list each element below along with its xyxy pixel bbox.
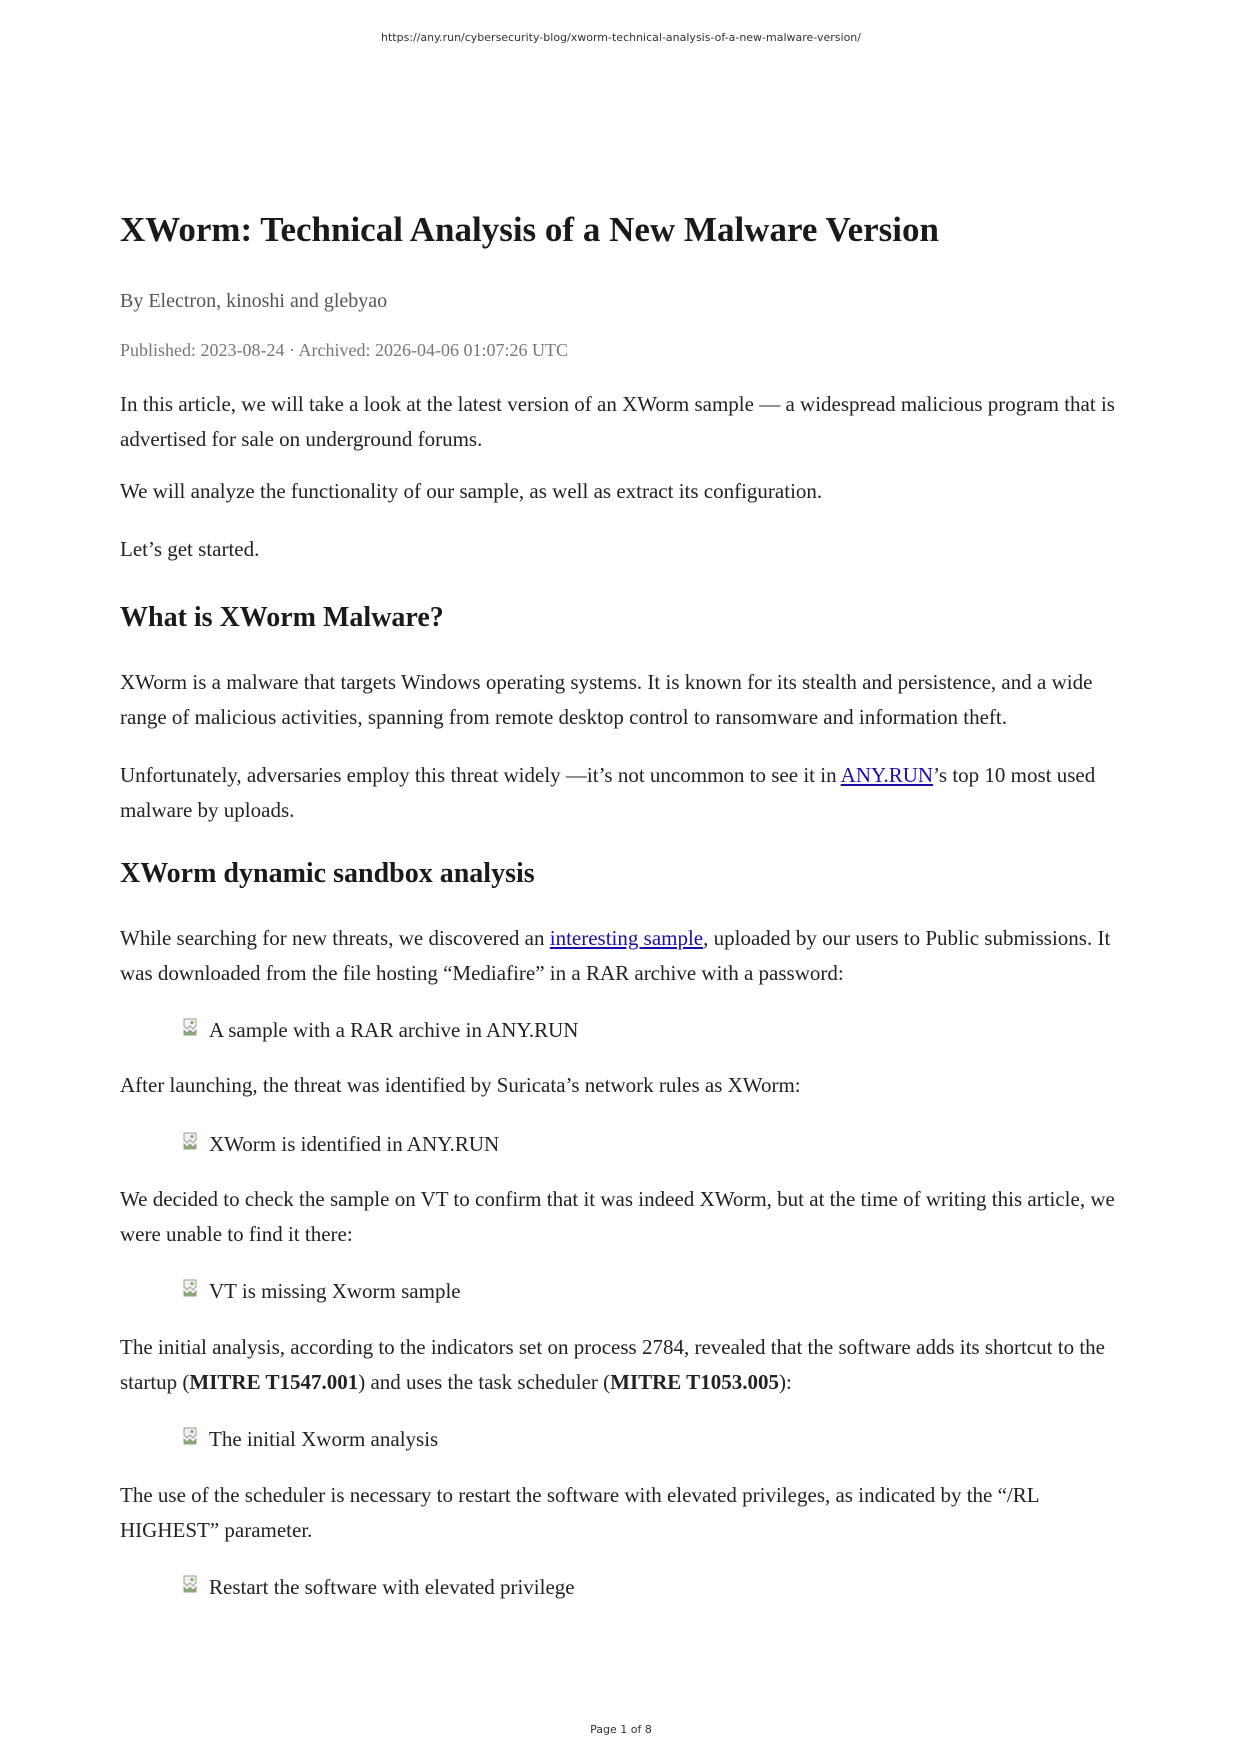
figure-xworm-identified-alt: XWorm is identified in ANY.RUN bbox=[209, 1132, 500, 1156]
figure-rar-archive bbox=[183, 1015, 578, 1045]
figure-xworm-identified bbox=[183, 1129, 499, 1159]
broken-image-icon bbox=[183, 1427, 197, 1445]
figure-vt-missing bbox=[183, 1276, 461, 1306]
figure-vt-missing-alt: VT is missing Xworm sample bbox=[209, 1279, 461, 1303]
section2-p4-text-e: ): bbox=[778, 1370, 792, 1394]
article-title: XWorm: Technical Analysis of a New Malware Version bbox=[120, 210, 939, 249]
section2-p4-text-c: ) and uses the task scheduler ( bbox=[358, 1370, 611, 1394]
figure-rar-archive-alt: A sample with a RAR archive in ANY.RUN bbox=[209, 1018, 579, 1042]
broken-image-icon bbox=[183, 1132, 197, 1150]
section2-p1-text-before: While searching for new threats, we discovered an bbox=[120, 926, 550, 950]
figure-elevated-privilege-alt: Restart the software with elevated privilege bbox=[209, 1575, 575, 1599]
section1-paragraph-1: XWorm is a malware that targets Windows operating systems. It is known for its stealth and persistence, and a wide range of malicious activities, spanning from remote desktop control to ransomware and information theft. bbox=[120, 670, 1093, 729]
section2-p4-text-a: The initial analysis, according to the indicators set on process 2784, revealed that the software adds its shortcut to the startup ( bbox=[120, 1335, 1105, 1394]
mitre-t1547-label: MITRE T1547.001 bbox=[189, 1370, 359, 1394]
broken-image-icon bbox=[183, 1575, 197, 1593]
broken-image-icon bbox=[183, 1018, 197, 1036]
section1-paragraph-2 bbox=[120, 758, 1130, 828]
article-publish-meta: Published: 2023-08-24 · Archived: 2026-04-06 01:07:26 UTC bbox=[120, 340, 568, 360]
anyrun-link[interactable]: ANY.RUN bbox=[840, 763, 934, 787]
section-heading-what-is-xworm: What is XWorm Malware? bbox=[120, 602, 444, 633]
figure-initial-analysis bbox=[183, 1424, 438, 1454]
interesting-sample-link[interactable]: interesting sample bbox=[549, 926, 704, 950]
section2-paragraph-3: We decided to check the sample on VT to confirm that it was indeed XWorm, but at the time of writing this article, we were unable to find it there: bbox=[120, 1187, 1115, 1246]
section2-paragraph-4 bbox=[120, 1330, 1130, 1400]
intro-paragraph-2: We will analyze the functionality of our sample, as well as extract its configuration. bbox=[120, 479, 823, 503]
section2-p1-text-after: , uploaded by our users to Public submissions. It was downloaded from the file hosting “Mediafire” in a RAR archive with a password: bbox=[120, 926, 1111, 985]
mitre-t1053-label: MITRE T1053.005 bbox=[610, 1370, 779, 1394]
figure-initial-analysis-alt: The initial Xworm analysis bbox=[209, 1427, 439, 1451]
intro-paragraph-1: In this article, we will take a look at the latest version of an XWorm sample — a widespread malicious program that is advertised for sale on underground forums. bbox=[120, 392, 1115, 451]
section1-p2-text-after: ’s top 10 most used malware by uploads. bbox=[120, 763, 1096, 822]
broken-image-icon bbox=[183, 1279, 197, 1297]
section1-p2-text-before: Unfortunately, adversaries employ this threat widely —it’s not uncommon to see it in bbox=[120, 763, 841, 787]
article-byline: By Electron, kinoshi and glebyao bbox=[120, 290, 388, 312]
section-heading-dynamic-analysis: XWorm dynamic sandbox analysis bbox=[120, 858, 535, 889]
intro-paragraph-3: Let’s get started. bbox=[120, 537, 260, 561]
section2-paragraph-5: The use of the scheduler is necessary to restart the software with elevated privileges, as indicated by the “/RL HIGHEST” parameter. bbox=[120, 1483, 1039, 1542]
section2-paragraph-2: After launching, the threat was identified by Suricata’s network rules as XWorm: bbox=[120, 1073, 801, 1097]
section2-paragraph-1 bbox=[120, 921, 1130, 991]
page-number-footer: Page 1 of 8 bbox=[590, 1723, 652, 1736]
page-url-header: https://any.run/cybersecurity-blog/xworm-technical-analysis-of-a-new-malware-version/ bbox=[381, 31, 861, 44]
figure-elevated-privilege bbox=[183, 1572, 575, 1602]
